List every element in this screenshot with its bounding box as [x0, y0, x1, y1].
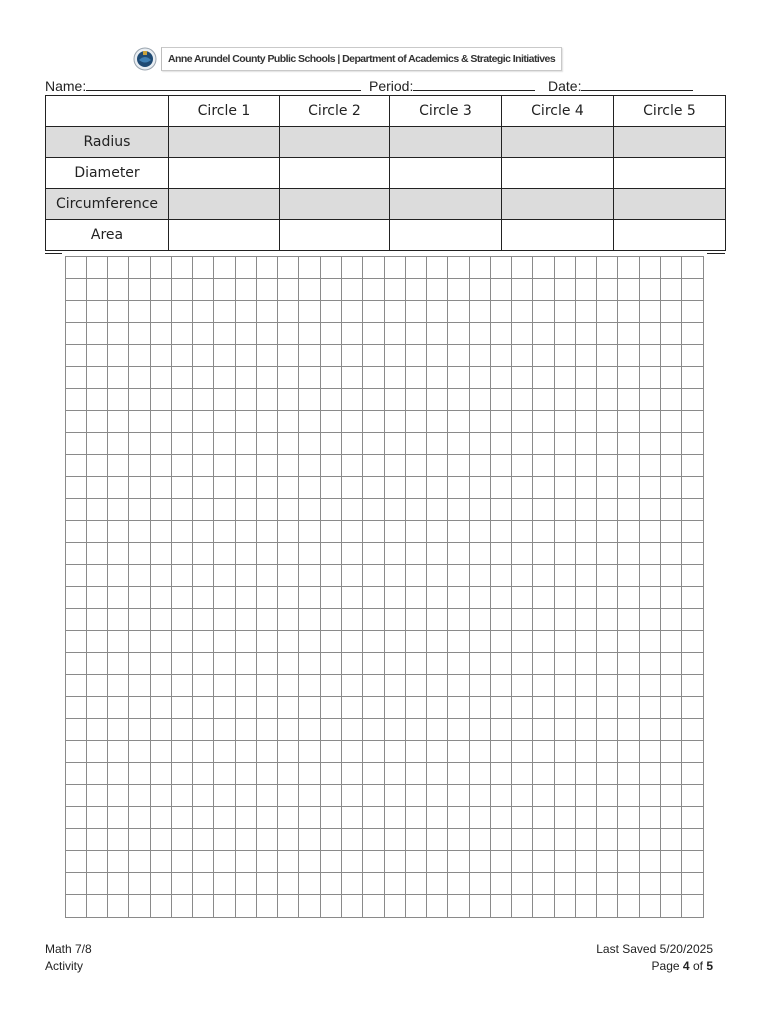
footer-course: Math 7/8	[45, 942, 92, 956]
graph-paper[interactable]	[65, 256, 704, 918]
page-of: of	[692, 959, 703, 973]
table-cell[interactable]	[169, 189, 280, 220]
table-row-diameter	[46, 158, 726, 189]
period-field[interactable]	[369, 77, 535, 94]
table-cell[interactable]	[390, 220, 502, 251]
table-row-area	[46, 220, 726, 251]
row-label-area: Area	[46, 220, 169, 251]
column-header-blank	[46, 96, 169, 127]
circle-measurements-table	[45, 95, 726, 251]
table-header-row	[46, 96, 726, 127]
footer-right	[596, 941, 713, 975]
table-cell[interactable]	[614, 189, 726, 220]
table-cell[interactable]	[390, 127, 502, 158]
footer-last-saved: Last Saved 5/20/2025	[596, 942, 713, 956]
graph-paper-grid[interactable]	[65, 256, 704, 918]
table-cell[interactable]	[169, 220, 280, 251]
name-blank[interactable]	[86, 77, 361, 91]
column-header-circle-2: Circle 2	[280, 96, 390, 127]
table-cell[interactable]	[614, 127, 726, 158]
district-title: Anne Arundel County Public Schools | Department of Academics & Strategic Initiatives	[161, 47, 562, 71]
column-header-circle-5: Circle 5	[614, 96, 726, 127]
footer-left	[45, 941, 92, 975]
table-cell[interactable]	[390, 189, 502, 220]
table-bottom-stub-right	[707, 253, 725, 254]
table-cell[interactable]	[502, 158, 614, 189]
table-cell[interactable]	[614, 220, 726, 251]
page-total: 5	[706, 959, 713, 973]
aacps-seal-icon	[132, 46, 158, 72]
page-current: 4	[682, 959, 690, 973]
column-header-circle-4: Circle 4	[502, 96, 614, 127]
table-cell[interactable]	[502, 220, 614, 251]
footer-page-number	[596, 958, 713, 975]
table-cell[interactable]	[390, 158, 502, 189]
table-cell[interactable]	[280, 127, 390, 158]
row-label-circumference: Circumference	[46, 189, 169, 220]
date-field[interactable]	[548, 77, 693, 94]
name-field[interactable]	[45, 77, 361, 94]
row-label-diameter: Diameter	[46, 158, 169, 189]
table-cell[interactable]	[502, 127, 614, 158]
table-bottom-stub-left	[45, 253, 62, 254]
table-cell[interactable]	[169, 127, 280, 158]
table-cell[interactable]	[614, 158, 726, 189]
row-label-radius: Radius	[46, 127, 169, 158]
table-row-circumference	[46, 189, 726, 220]
column-header-circle-3: Circle 3	[390, 96, 502, 127]
footer-type: Activity	[45, 959, 84, 973]
table-row-radius	[46, 127, 726, 158]
date-label: Date:	[548, 78, 582, 94]
table-cell[interactable]	[502, 189, 614, 220]
table-cell[interactable]	[280, 220, 390, 251]
name-label: Name:	[45, 78, 87, 94]
column-header-circle-1: Circle 1	[169, 96, 280, 127]
period-blank[interactable]	[413, 77, 535, 91]
table-cell[interactable]	[169, 158, 280, 189]
page-prefix: Page	[651, 959, 680, 973]
page-header	[132, 44, 628, 73]
table-cell[interactable]	[280, 189, 390, 220]
table-cell[interactable]	[280, 158, 390, 189]
date-blank[interactable]	[581, 77, 693, 91]
period-label: Period:	[369, 78, 414, 94]
student-info-line	[45, 77, 705, 95]
